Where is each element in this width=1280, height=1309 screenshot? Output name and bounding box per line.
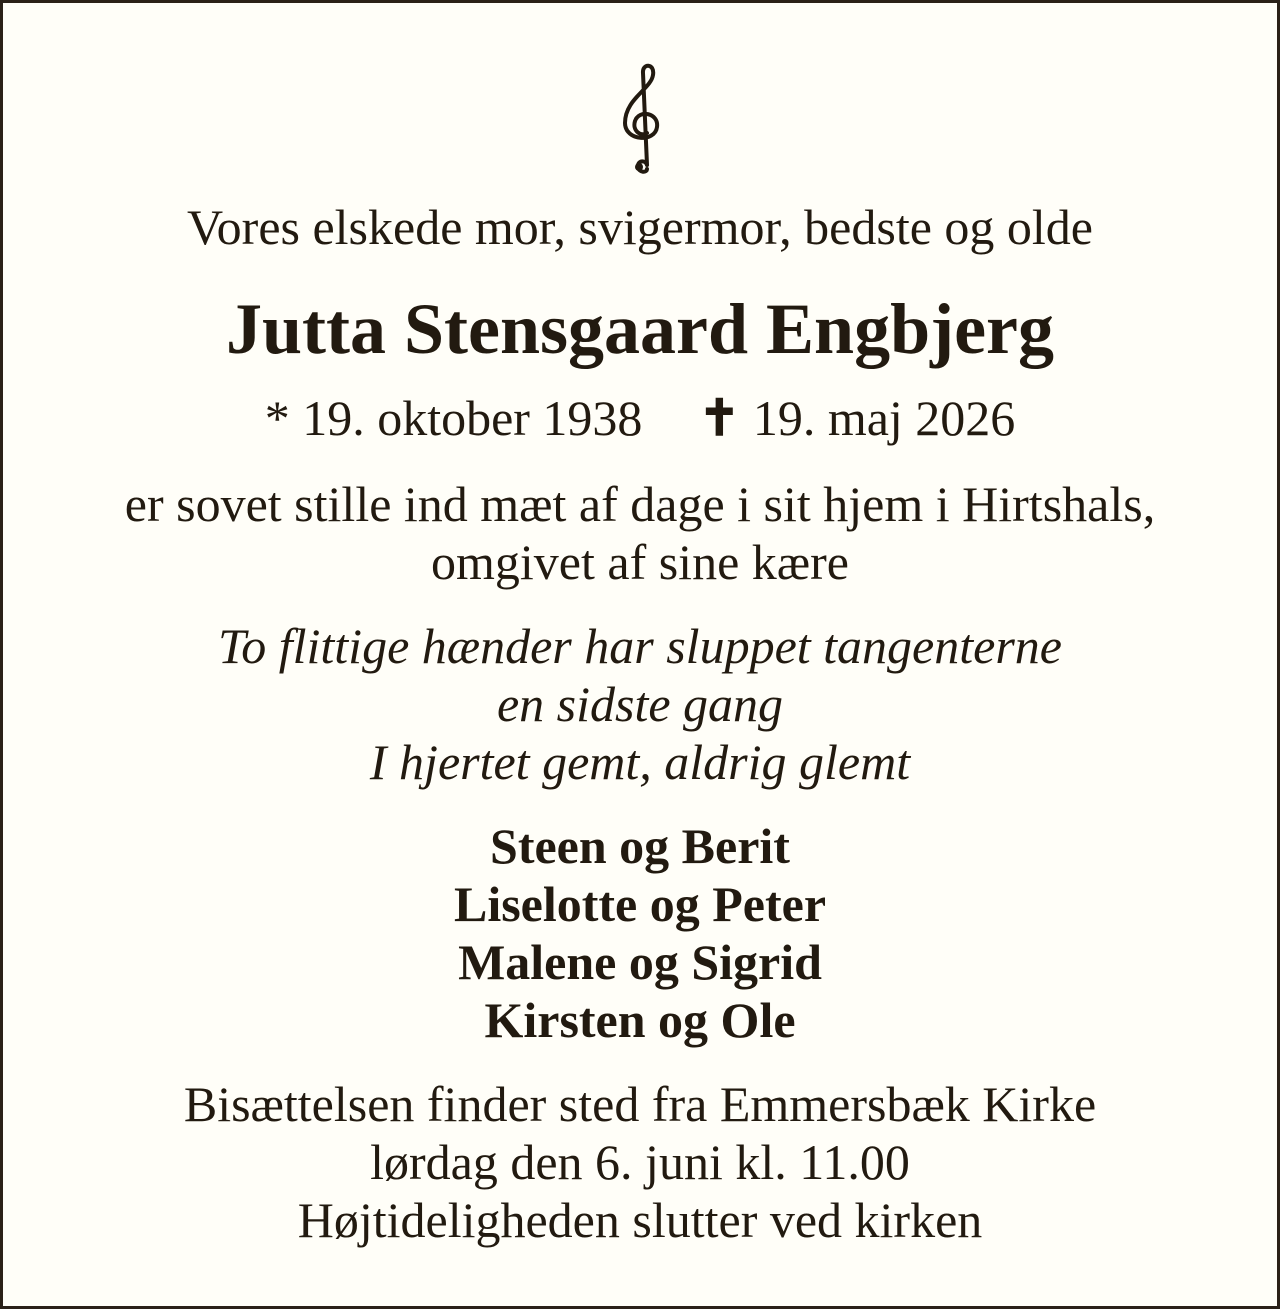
life-dates [3, 388, 1277, 448]
message-line: er sovet stille ind mæt af dage i sit hjem i Hirtshals, [124, 476, 1156, 532]
deceased-name: Jutta Stensgaard Engbjerg [225, 289, 1055, 369]
treble-clef-icon [603, 61, 683, 176]
birth-date: 19. oktober 1938 [302, 390, 643, 446]
death-date: 19. maj 2026 [752, 390, 1016, 446]
cross-icon: ✝ [698, 390, 741, 446]
family-member: Steen og Berit [490, 818, 790, 874]
verse-line: To flittige hænder har sluppet tangenterne [218, 618, 1062, 674]
family-member: Liselotte og Peter [453, 876, 827, 932]
message-line: omgivet af sine kære [431, 534, 849, 590]
service-info: Højtideligheden slutter ved kirken [297, 1192, 983, 1248]
family-member: Kirsten og Ole [484, 992, 796, 1048]
service-info: lørdag den 6. juni kl. 11.00 [370, 1134, 910, 1190]
verse-line: en sidste gang [496, 676, 784, 732]
service-info: Bisættelsen finder sted fra Emmersbæk Kirke [183, 1076, 1097, 1132]
family-member: Malene og Sigrid [458, 934, 822, 990]
obituary-content [3, 3, 1277, 1306]
birth-symbol: * [264, 390, 290, 446]
verse-line: I hjertet gemt, aldrig glemt [369, 734, 911, 790]
intro-text: Vores elskede mor, svigermor, bedste og olde [187, 199, 1093, 255]
